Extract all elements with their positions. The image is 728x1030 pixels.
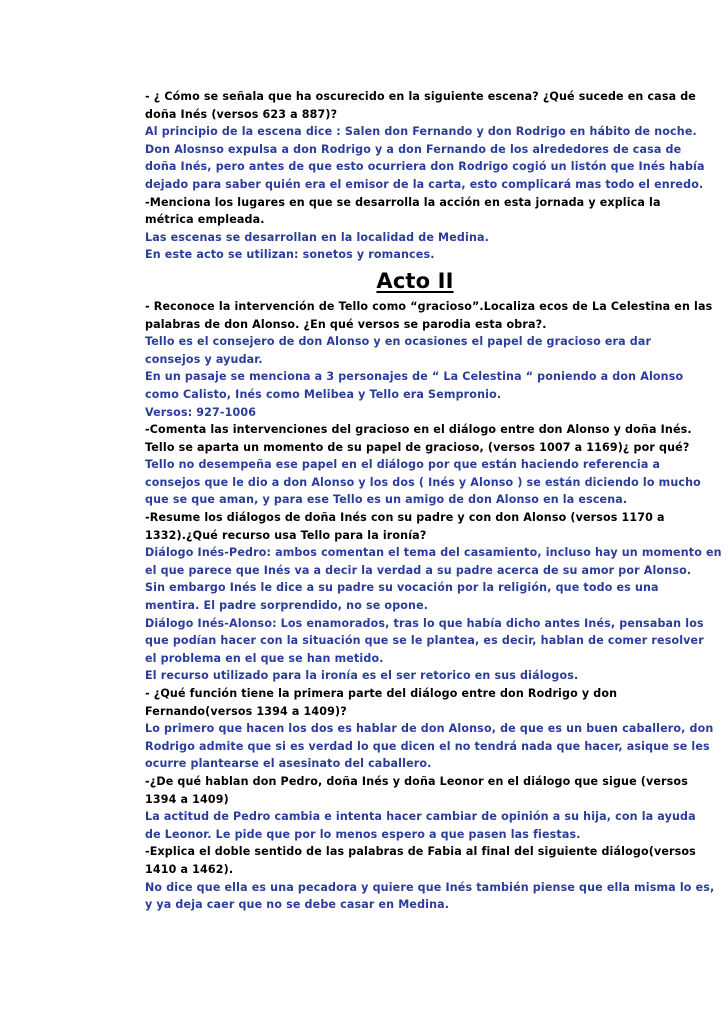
answer-line: de Leonor. Le pide que por lo menos espero a que pasen las fiestas. xyxy=(145,827,581,841)
answer-line: consejos y ayudar. xyxy=(145,352,263,366)
answer-line: consejos que le dio a don Alonso y los dos ( Inés y Alonso ) se están diciendo lo mucho xyxy=(145,475,701,489)
answer-line: mentira. El padre sorprendido, no se opone. xyxy=(145,599,429,613)
answer-line: Lo primero que hacen los dos es hablar de don Alonso, de que es un buen caballero, don xyxy=(145,722,714,736)
question-line: -¿De qué hablan don Pedro, doña Inés y doña Leonor en el diálogo que sigue (versos xyxy=(145,774,688,788)
question-line: -Menciona los lugares en que se desarrolla la acción en esta jornada y explica la xyxy=(145,195,661,209)
question-line: palabras de don Alonso. ¿En qué versos se parodia esta obra?. xyxy=(145,317,547,331)
question-line: -Explica el doble sentido de las palabras de Fabia al final del siguiente diálogo(versos xyxy=(145,845,696,859)
question-line: 1332).¿Qué recurso usa Tello para la ironía? xyxy=(145,528,427,542)
answer-line: dejado para saber quién era el emisor de la carta, esto complicará mas todo el enredo. xyxy=(145,177,704,191)
answer-line: Don Alosnso expulsa a don Rodrigo y a don Fernando de los alrededores de casa de xyxy=(145,142,682,156)
question-line: métrica empleada. xyxy=(145,213,265,227)
question-line: 1394 a 1409) xyxy=(145,792,229,806)
act-heading xyxy=(145,264,635,298)
answer-line: Las escenas se desarrollan en la localidad de Medina. xyxy=(145,230,489,244)
answer-line: Diálogo Inés-Alonso: Los enamorados, tras lo que había dicho antes Inés, pensaban los xyxy=(145,616,704,630)
question-line: -Comenta las intervenciones del gracioso en el diálogo entre don Alonso y doña Inés. xyxy=(145,423,692,437)
answer-line: Versos: 927-1006 xyxy=(145,405,257,419)
answer-line: Tello no desempeña ese papel en el diálogo por que están haciendo referencia a xyxy=(145,458,661,472)
answer-line: que podían hacer con la situación que se le plantea, es decir, hablan de comer resolver xyxy=(145,634,704,648)
section-act-2-questions xyxy=(145,298,722,914)
question-line: - Reconoce la intervención de Tello como “gracioso”.Localiza ecos de La Celestina en las xyxy=(145,299,713,313)
answer-line: No dice que ella es una pecadora y quiere que Inés también piense que ella misma lo es, xyxy=(145,880,715,894)
answer-line: El recurso utilizado para la ironía es el ser retorico en sus diálogos. xyxy=(145,669,579,683)
question-line: - ¿ Cómo se señala que ha oscurecido en la siguiente escena? ¿Qué sucede en casa de xyxy=(145,90,696,103)
answer-line: Tello es el consejero de don Alonso y en ocasiones el papel de gracioso era dar xyxy=(145,335,652,349)
answer-line: doña Inés, pero antes de que esto ocurriera don Rodrigo cogió un listón que Inés había xyxy=(145,160,705,174)
section-act-1-questions xyxy=(145,88,705,264)
answer-line: y ya deja caer que no se debe casar en Medina. xyxy=(145,898,450,912)
document-page xyxy=(145,88,722,914)
question-line: - ¿Qué función tiene la primera parte del diálogo entre don Rodrigo y don xyxy=(145,687,618,700)
answer-line: ocurre plantearse el asesinato del caballero. xyxy=(145,757,432,771)
act-heading-text: Acto II xyxy=(376,268,454,293)
question-line: Tello se aparta un momento de su papel de gracioso, (versos 1007 a 1169)¿ por qué? xyxy=(145,440,690,454)
answer-line: En este acto se utilizan: sonetos y romances. xyxy=(145,248,435,262)
question-line: doña Inés (versos 623 a 887)? xyxy=(145,107,338,121)
answer-line: En un pasaje se menciona a 3 personajes de “ La Celestina “ poniendo a don Alonso xyxy=(145,370,684,384)
answer-line: el problema en el que se han metido. xyxy=(145,651,384,665)
question-line: 1410 a 1462). xyxy=(145,862,234,876)
question-line: -Resume los diálogos de doña Inés con su padre y con don Alonso (versos 1170 a xyxy=(145,511,665,525)
answer-line: que se que aman, y para ese Tello es un amigo de don Alonso en la escena. xyxy=(145,493,628,507)
answer-line: el que parece que Inés va a decir la verdad a su padre acerca de su amor por Alonso. xyxy=(145,563,692,577)
answer-line: Rodrigo admite que si es verdad lo que dicen el no tendrá nada que hacer, asique se les xyxy=(145,739,710,753)
answer-line: Diálogo Inés-Pedro: ambos comentan el tema del casamiento, incluso hay un momento en xyxy=(145,546,722,560)
answer-line: La actitud de Pedro cambia e intenta hacer cambiar de opinión a su hija, con la ayuda xyxy=(145,810,696,824)
answer-line: Sin embargo Inés le dice a su padre su vocación por la religión, que todo es una xyxy=(145,581,659,595)
answer-line: Al principio de la escena dice : Salen don Fernando y don Rodrigo en hábito de noche. xyxy=(145,125,697,139)
answer-line: como Calisto, Inés como Melibea y Tello era Sempronio. xyxy=(145,387,502,401)
question-line: Fernando(versos 1394 a 1409)? xyxy=(145,704,347,718)
